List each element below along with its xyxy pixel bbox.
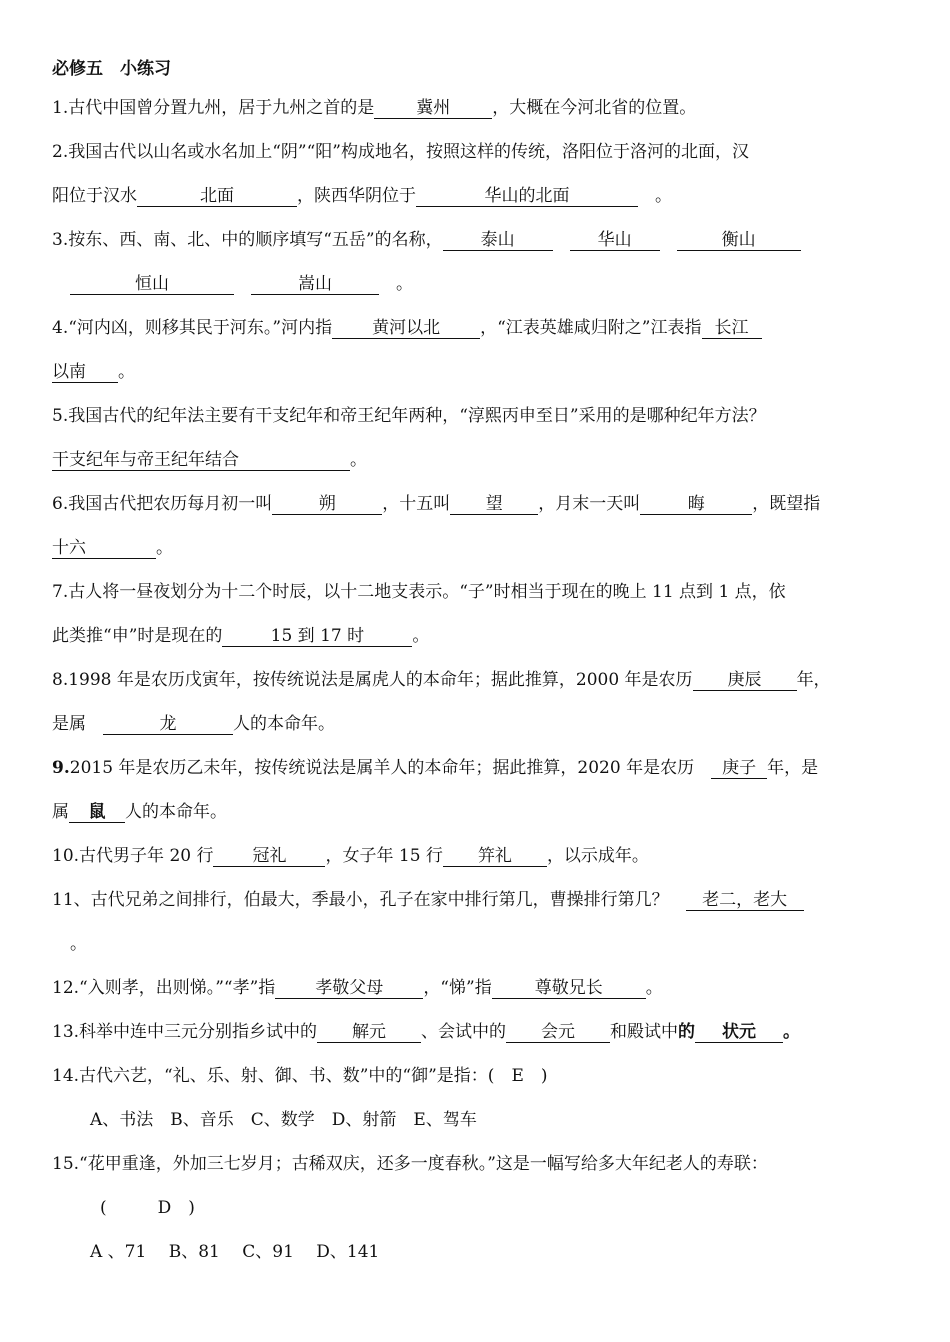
- question-15-answer: ( D ): [100, 1198, 195, 1218]
- question-4: 4.“河内凶，则移其民于河东。”河内指 黄河以北 ，“江表英雄咸归附之”江表指 长江: [52, 306, 902, 350]
- answer-blank: 衡山: [677, 230, 801, 251]
- question-1: 1.古代中国曾分置九州，居于九州之首的是 冀州 ，大概在今河北省的位置。: [52, 98, 697, 118]
- answer-blank: 北面: [137, 186, 297, 207]
- question-2: 2.我国古代以山名或水名加上“阴”“阳”构成地名，按照这样的传统，洛阳位于洛河的北面，汉: [52, 142, 749, 162]
- question-8: 8.1998 年是农历戊寅年，按传统说法是属虎人的本命年；据此推算，2000 年是农历 庚辰 年，: [52, 670, 831, 690]
- question-8-cont: 是属 龙 人的本命年。: [52, 714, 335, 734]
- question-5: 5.我国古代的纪年法主要有干支纪年和帝王纪年两种，“淳熙丙申至日”采用的是哪种纪年方法？: [52, 406, 766, 426]
- question-15-options: A 、71 B、81 C、91 D、141: [90, 1242, 380, 1262]
- answer-blank: 冠礼: [213, 846, 325, 867]
- answer-blank: 孝敬父母: [275, 978, 423, 999]
- answer: D: [157, 1198, 172, 1218]
- answer-blank: 冀州: [374, 98, 492, 119]
- question-10: 10.古代男子年 20 行 冠礼 ，女子年 15 行 笄礼 ，以示成年。: [52, 846, 649, 866]
- question-15: 15.“花甲重逢，外加三七岁月；古稀双庆，还多一度春秋。”这是一幅写给多大年纪老人的寿联：: [52, 1154, 768, 1174]
- question-7-cont: 此类推“申”时是现在的 15 到 17 时 。: [52, 626, 430, 646]
- answer-blank: 泰山: [443, 230, 553, 251]
- answer-blank: 状元: [695, 1022, 783, 1043]
- question-7: 7.古人将一昼夜划分为十二个时辰，以十二地支表示。“子”时相当于现在的晚上 11 点到 1 点，依: [52, 582, 786, 602]
- answer-blank: 晦: [640, 494, 752, 515]
- worksheet: [52, 52, 902, 1274]
- question-9-cont: 属 鼠 人的本命年。: [52, 802, 227, 822]
- answer-blank: 干支纪年与帝王纪年结合: [52, 450, 350, 471]
- question-5-cont: 干支纪年与帝王纪年结合 。: [52, 450, 367, 470]
- question-11-cont: 。: [70, 934, 87, 954]
- question-14: 14.古代六艺，“礼、乐、射、御、书、数”中的“御”是指：( E ): [52, 1066, 548, 1086]
- answer-blank: 十六: [52, 538, 156, 559]
- answer: E: [511, 1066, 524, 1086]
- answer-blank: 朔: [272, 494, 382, 515]
- answer-blank: 恒山: [70, 274, 234, 295]
- answer-blank: 解元: [317, 1022, 421, 1043]
- question-9: 9.2015 年是农历乙未年，按传统说法是属羊人的本命年；据此推算，2020 年是农历 庚子 年，是: [52, 758, 819, 778]
- page-title: 必修五 小练习: [52, 59, 171, 79]
- answer-blank: 庚辰: [693, 670, 797, 691]
- answer-blank: 嵩山: [251, 274, 379, 295]
- question-4-cont: 以南 。: [52, 362, 135, 382]
- answer-blank: 望: [450, 494, 538, 515]
- question-13: 13.科举中连中三元分别指乡试中的 解元 、会试中的 会元 和殿试中的 状元 。: [52, 1022, 801, 1042]
- question-3-cont: 恒山 嵩山 。: [52, 262, 902, 306]
- question-2-cont: 阳位于汉水 北面 ，陕西华阴位于 华山的北面 。: [52, 186, 672, 206]
- answer-blank: 尊敬兄长: [492, 978, 646, 999]
- question-11: 11、古代兄弟之间排行，伯最大，季最小，孔子在家中排行第几，曹操排行第几？ 老二，老大: [52, 878, 902, 922]
- question-12: 12.“入则孝，出则悌。”“孝”指 孝敬父母 ，“悌”指 尊敬兄长 。: [52, 978, 663, 998]
- answer-blank: 鼠: [69, 802, 125, 823]
- answer-blank: 长江: [702, 318, 762, 339]
- answer-blank: 华山: [570, 230, 660, 251]
- question-14-options: A、书法 B、音乐 C、数学 D、射箭 E、驾车: [90, 1110, 477, 1130]
- answer-blank: 会元: [506, 1022, 610, 1043]
- answer-blank: 笄礼: [443, 846, 547, 867]
- answer-blank: 15 到 17 时: [222, 626, 412, 647]
- answer-blank: 华山的北面: [416, 186, 638, 207]
- answer-blank: 庚子: [711, 758, 767, 779]
- answer-blank: 老二，老大: [686, 890, 804, 911]
- question-3: 3.按东、西、南、北、中的顺序填写“五岳”的名称， 泰山 华山 衡山: [52, 218, 902, 262]
- answer-blank: 龙: [103, 714, 233, 735]
- question-6: 6.我国古代把农历每月初一叫 朔 ，十五叫 望 ，月末一天叫 晦 ，既望指: [52, 494, 821, 514]
- question-6-cont: 十六 。: [52, 538, 173, 558]
- answer-blank: 黄河以北: [332, 318, 480, 339]
- answer-blank: 以南: [52, 362, 118, 383]
